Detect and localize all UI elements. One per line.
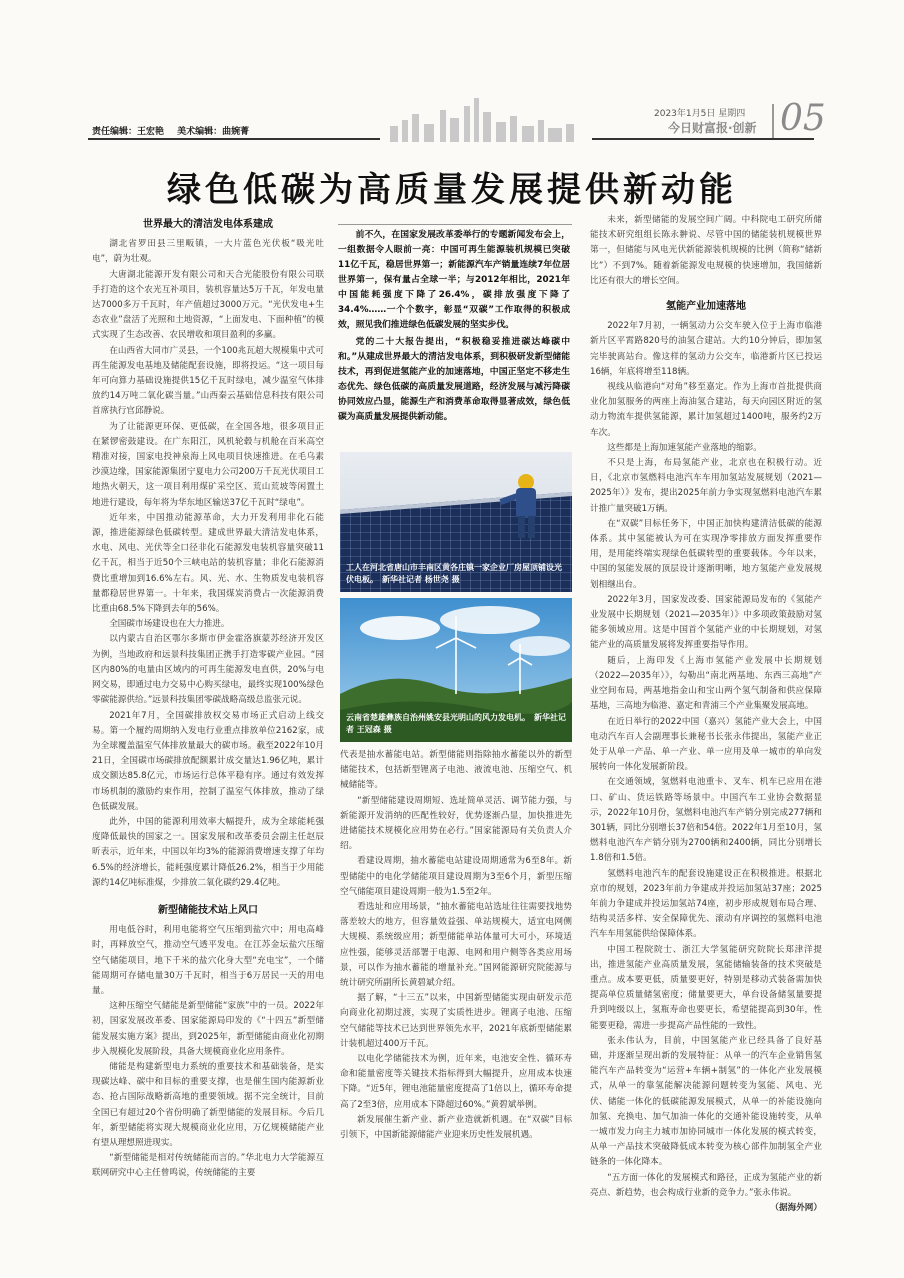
photo-caption: 云南省楚雄彝族自治州姚安县光明山的风力发电机。 新华社记者 王冠森 摄: [346, 713, 566, 734]
header-rule-left: [88, 138, 380, 140]
paragraph: 新发展催生新产业、新产业造就新机遇。在“双碳”目标引领下，中国新能源储能产业迎来历史性发展机遇。: [340, 1114, 572, 1141]
column-left: [92, 213, 324, 1258]
subheading-energy-storage: 新型储能技术站上风口: [158, 904, 258, 916]
photo-caption: 工人在河北省唐山市丰南区黄各庄镇一家企业厂房屋顶铺设光伏电板。 新华社记者 杨世尧 摄: [346, 563, 562, 584]
paragraph: 视线从临港向“对角”移至嘉定。作为上海市首批提供商业化加氢服务的两座上海油氢合建站，每天向园区附近的氢动力物流车提供氢能源，累计加氢超过1400吨，服务约2万车次。: [590, 382, 822, 438]
article-source: （据海外网）: [770, 1203, 822, 1213]
city-skyline-illustration: [380, 96, 595, 142]
paragraph: 在“双碳”目标任务下，中国正加快构建清洁低碳的能源体系。其中氢能被认为可在实现净零排放方面发挥重要作用，是用能终端实现绿色低碳转型的重要载体。今年以来，中国的氢能发展的顶层设计逐渐明晰，地方氢能产业发展规划相继出台。: [590, 518, 822, 590]
paragraph: 以电化学储能技术为例，近年来，电池安全性、循环寿命和能量密度等关键技术指标得到大幅提升，应用成本快速下降。“近5年，锂电池能量密度提高了1倍以上，循环寿命提高了2至3倍，应用成本下降超过60%。”黄碧斌举例。: [340, 1054, 572, 1110]
paragraph: 此外，中国的能源利用效率大幅提升，成为全球能耗强度降低最快的国家之一。国家发展和改革委员会副主任赵辰昕表示，近年来，中国以年均3%的能源消费增速支撑了年均6.5%的经济增长，能耗强度累计降低26.2%，相当于少用能源约14亿吨标准煤，少排放二氧化碳约29.4亿吨。: [92, 816, 324, 888]
paragraph: 张永伟认为，目前，中国氢能产业已经具备了良好基础，并逐渐呈现出新的发展特征：从单一的汽车企业销售氢能汽车产品转变为“运营+车辆+制氢”的一体化产业发展模式，从单一的靠氢能解决能源问题转变为氢能、风电、光伏、储能一体化的低碳能源发展模式，从单一的补能设施向加氢、充换电、加气加油一体化的交通补能设施转变，从单一城市发力向主力城市加协同城市一体化发展的模式转变，从单一产品技术突破降低成本转变为核心部件加制氢全产业链条的一体化降本。: [590, 1035, 822, 1168]
paragraph: 代表是抽水蓄能电站。新型储能则指除抽水蓄能以外的新型储能技术，包括新型锂离子电池、液流电池、压缩空气、机械储能等。: [340, 750, 572, 791]
paragraph: 中国工程院院士、浙江大学氢能研究院院长郑津洋提出，推进氢能产业高质量发展，氢能储输装备的技术突破是重点。成本要更低，质量要更好，特别是移动式装备需加快提高单位质量储氢密度；储量要更大，单台设备储氢量要提升到吨级以上，氢瓶寿命也要更长，希望能提高到30年，性能要更稳，需进一步提高产品性能的一致性。: [590, 944, 822, 1031]
paragraph: 在山西省大同市广灵县，一个100兆瓦超大规模集中式可再生能源发电基地及储能配套设施，即将投运。“这一项目每年可向算力基础设施提供15亿千瓦时绿电，减少温室气体排放约14万吨二氧化碳当量。”山西秦云基础信息科技有限公司首席执行官邱静说。: [92, 345, 324, 417]
paragraph: 这些都是上海加速氢能产业落地的缩影。: [607, 442, 762, 453]
paragraph: 为了让能源更环保、更低碳，在全国各地，很多项目正在紧锣密鼓建设。在广东阳江，风机轮毂与机舱在百米高空精准对接，国家电投神泉海上风电项目快速推进。在毛乌素沙漠边缘，国家能源集团宁夏电力公司200万千瓦光伏项目工地热火朝天，这一项目利用煤矿采空区、荒山荒坡等闲置土地进行建设，每年将为华东地区输送37亿千瓦时“绿电”。: [92, 421, 324, 508]
paragraph: 看建设周期，抽水蓄能电站建设周期通常为6至8年。新型储能中的电化学储能项目建设周期为3至6个月，新型压缩空气储能项目建设周期一般为1.5至2年。: [340, 856, 572, 897]
paragraph: 全国碳市场建设也在大力推进。: [109, 619, 230, 630]
lede-paragraph: 前不久，在国家发展改革委举行的专题新闻发布会上，一组数据令人眼前一亮：中国可再生能源装机规模已突破11亿千瓦，稳居世界第一；新能源汽车产销量连续7年位居世界第一，保有量占全球一半；与2012年相比，2021年中国能耗强度下降了26.4%，碳排放强度下降了34.4%……一个个数字，彰显“双碳”工作取得的积极成效，照见我们推进绿色低碳发展的坚实步伐。: [338, 230, 570, 330]
paragraph: 据了解，“十三五”以来，中国新型储能实现由研发示范向商业化初期过渡，实现了实质性进步。锂离子电池、压缩空气储能等技术已达到世界领先水平，2021年底新型储能累计装机超过400万千瓦。: [340, 993, 572, 1049]
paragraph: 在交通领域，氢燃料电池重卡、叉车、机车已应用在港口、矿山、货运铁路等场景中。中国汽车工业协会数据显示，2022年10月份，氢燃料电池汽车产销分别完成277辆和301辆，同比分别增长37倍和54倍。2022年1月至10月，氢燃料电池汽车产销分别为2700辆和2400辆，同比分别增长1.8倍和1.5倍。: [590, 777, 822, 864]
paragraph: “新型储能是相对传统储能而言的。”华北电力大学能源互联网研究中心主任曾鸣说，传统储能的主要: [92, 1153, 324, 1179]
lede-rule: [338, 224, 572, 225]
paragraph: 近年来，中国推动能源革命，大力开发利用非化石能源，推进能源绿色低碳转型。建成世界最大清洁发电体系，水电、风电、光伏等全口径非化石能源发电装机容量突破11亿千瓦，相当于近50个三峡电站的装机容量；非化石能源消费比重增加到16.6%左右。风、光、水、生物质发电装机容量都稳居世界第一。十年来，我国煤炭消费占一次能源消费比重由68.5%下降到去年的56%。: [92, 512, 324, 615]
paragraph: 用电低谷时，利用电能将空气压缩到盐穴中；用电高峰时，再释放空气，推动空气透平发电。在江苏金坛盐穴压缩空气储能项目，地下千米的盐穴化身大型“充电宝”，一个储能周期可存储电量30万千瓦时，相当于6万居民一天的用电量。: [92, 925, 324, 996]
paragraph: “新型储能建设周期短、选址简单灵活、调节能力强，与新能源开发消纳的匹配性较好，优势逐渐凸显，加快推进先进储能技术规模化应用势在必行。”国家能源局有关负责人介绍。: [340, 795, 572, 852]
paragraph: 以内蒙古自治区鄂尔多斯市伊金霍洛旗蒙苏经济开发区为例，当地政府和远景科技集团正携手打造零碳产业园。“园区内80%的电量由区域内的可再生能源发电直供，20%与电网交易，即通过电力交易中心购买绿电，最终实现100%绿色零碳能源供给。”远景科技集团零碳战略高级总监张元说。: [92, 634, 324, 706]
paragraph: 湖北省罗田县三里畈镇，一大片蓝色光伏板“吸光吐电”，蔚为壮观。: [92, 239, 324, 265]
wind-turbine-photo: [340, 598, 572, 742]
paragraph: 2022年7月初，一辆氢动力公交车驶入位于上海市临港新片区平霄路820号的油氢合建站。大约10分钟后，即加氢完毕驶离站台。像这样的氢动力公交车，临港新片区已投运16辆，年底将增至118辆。: [590, 321, 822, 377]
lede-paragraph: 党的二十大报告提出，“积极稳妥推进碳达峰碳中和。”从建成世界最大的清洁发电体系，到积极研发新型储能技术，再到促进氢能产业的加速落地，中国正坚定不移走生态优先、绿色低碳的高质量发展道路，经济发展与减污降碳协同效应凸显，能源生产和消费革命取得显著成效，绿色低碳为高质量发展提供新动能。: [338, 337, 570, 422]
subheading-clean-power: 世界最大的清洁发电体系建成: [143, 219, 273, 230]
solar-panel-photo: [340, 452, 572, 592]
paragraph: 这种压缩空气储能是新型储能“家族”中的一员。2022年初，国家发展改革委、国家能源局印发的《“十四五”新型储能发展实施方案》提出，到2025年，新型储能由商业化初期步入规模化发展阶段，具备大规模商业化应用条件。: [92, 1001, 324, 1057]
paragraph: 2021年7月，全国碳排放权交易市场正式启动上线交易。第一个履约周期纳入发电行业重点排放单位2162家，成为全球覆盖温室气体排放量最大的碳市场。截至2022年10月21日，全国碳市场碳排放配额累计成交量达1.96亿吨，累计成交额达85.8亿元，市场运行总体平稳有序。通过有效发挥市场机制的激励约束作用，控制了温室气体排放，推动了绿色低碳发展。: [92, 710, 324, 812]
paragraph: 2022年3月，国家发改委、国家能源局发布的《氢能产业发展中长期规划（2021—2035年）》中多项政策鼓励对氢能多领域应用。这是中国首个氢能产业的中长期规划，对氢能产业的高质量发展将发挥重要指导作用。: [590, 594, 822, 651]
issue-date: 2023年1月5日 星期四: [654, 109, 746, 119]
paragraph: 不只是上海，布局氢能产业，北京也在积极行动。近日，《北京市氢燃料电池汽车车用加氢站发展规划（2021—2025年）》发布，提出2025年前力争实现氢燃料电池汽车累计推广量突破1万辆。: [590, 458, 822, 514]
brand-divider: [772, 104, 774, 138]
subheading-hydrogen: 氢能产业加速落地: [666, 301, 746, 313]
art-editor-name: 美术编辑：曲婉菁: [177, 127, 250, 137]
paragraph: 氢燃料电池汽车的配套设施建设正在积极推进。根据北京市的规划，2023年前力争建成并投运加氢站37座；2025年前力争建成并投运加氢站74座，初步形成规划布局合理、结构灵活多样、安全保障优先、滚动有序调控的氢燃料电池汽车车用氢能供给保障体系。: [590, 868, 822, 940]
editor-name: 责任编辑：王宏艳: [92, 127, 165, 137]
editor-credits: [92, 124, 259, 137]
section-brand: 今日财富报·创新: [668, 121, 757, 135]
column-right: [590, 213, 822, 1258]
paragraph: 大唐湖北能源开发有限公司和天合光能股份有限公司联手打造的这个农光互补项目，装机容量达5万千瓦，年发电量达7000多万千瓦时，年产值超过3000万元。“光伏发电+生态农业”盘活了光照和土地资源，“上面发电、下面种植”的模式实现了生态改善、农民增收和项目盈利的多赢。: [92, 269, 324, 341]
page-number: 05: [780, 98, 826, 139]
paragraph: “五方面一体化的发展模式和路径，正成为氢能产业的新亮点、新趋势，也会构成行业新的竞争力。”张永伟说。: [590, 1172, 822, 1198]
paragraph: 看选址和应用场景，“抽水蓄能电站选址往往需要找地势落差较大的地方，但容量效益强、单站规模大，适宜电网侧大规模、系统级应用；新型储能单站体量可大可小，环境适应性强，能够灵活部署于电源、电网和用户侧等各类应用场景，可以作为抽水蓄能的增量补充。”国网能源研究院能源与统计研究所副所长黄碧斌介绍。: [340, 902, 572, 989]
column-middle: [340, 748, 572, 1258]
paragraph: 储能是构建新型电力系统的重要技术和基础装备，是实现碳达峰、碳中和目标的重要支撑，也是催生国内能源新业态、抢占国际战略新高地的重要领域。据不完全统计，目前全国已有超过20个省份明确了新型储能的发展目标。今后几年，新型储能将实现大规模商业化应用，万亿规模储能产业有望从理想照进现实。: [92, 1061, 324, 1148]
paragraph: 随后，上海印发《上海市氢能产业发展中长期规划（2022—2035年）》，勾勒出“南北两基地、东西三高地”产业空间布局，两基地指金山和宝山两个氢气制备和供应保障基地，三高地为临港、嘉定和青浦三个产业集聚发展高地。: [590, 655, 822, 712]
article-lede: [338, 228, 570, 440]
paragraph: 在近日举行的2022中国（嘉兴）氢能产业大会上，中国电动汽车百人会副理事长兼秘书长张永伟提出，氢能产业正处于从单一产品、单一产业、单一应用及单一城市的单向发展转向一体化发展新阶段。: [590, 716, 822, 773]
article-title: 绿色低碳为高质量发展提供新动能: [167, 170, 737, 210]
paragraph: 未来，新型储能的发展空间广阔。中科院电工研究所储能技术研究组组长陈永翀说、尽管中国的储能装机规模世界第一，但储能与风电光伏新能源装机规模的比例（简称“储新比”）不到7%。随着新能源发电规模的快速增加，我国储新比还有很大的增长空间。: [590, 215, 822, 286]
